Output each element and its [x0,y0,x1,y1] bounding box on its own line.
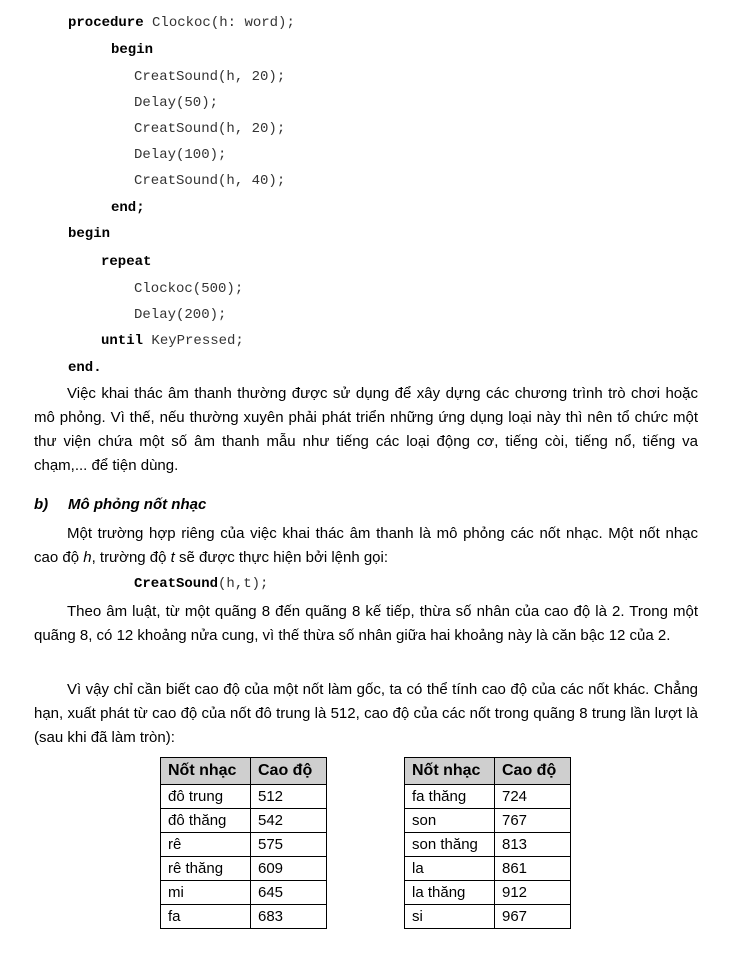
note-cell: fa [161,905,251,929]
pitch-cell: 683 [251,905,327,929]
code-line: CreatSound(h, 20); [134,69,286,85]
code-line-end-main: end. [68,360,102,376]
note-cell: la thăng [405,881,495,905]
table-row [405,833,571,857]
table-header-row [161,758,327,785]
pitch-cell: 813 [495,833,571,857]
paragraph-octave-rule: Theo âm luật, từ một quãng 8 đến quãng 8 kế tiếp, thừa số nhân của cao độ là 2. Trong một quãng 8, có 12 khoảng nửa cung, vì thế thừa số nhân giữa hai khoảng này là căn bậc 12 của 2. [34,603,698,644]
table-row [405,785,571,809]
note-cell: la [405,857,495,881]
header-note: Nốt nhạc [405,758,495,785]
note-cell: si [405,905,495,929]
code-line-repeat: repeat [101,254,152,270]
table-row [405,857,571,881]
note-cell: rê thăng [161,857,251,881]
code-line-until [101,333,244,349]
pitch-cell: 609 [251,857,327,881]
header-pitch: Cao độ [251,758,327,785]
code-line: Delay(200); [134,307,227,323]
code-line: CreatSound(h, 20); [134,121,286,137]
header-pitch: Cao độ [495,758,571,785]
procedure-signature: Clockoc(h: word); [143,15,295,31]
table-row [161,857,327,881]
table-row [161,833,327,857]
paragraph-note-simulation: Một trường hợp riêng của việc khai thác âm thanh là mô phỏng các nốt nhạc. Một nốt nhạc cao độ h, trường độ t sẽ được thực hiện bởi lệnh gọi: [34,525,698,566]
table-row [161,905,327,929]
until-condition: KeyPressed; [143,333,244,349]
table-row [161,809,327,833]
pitch-cell: 542 [251,809,327,833]
table-header-row [405,758,571,785]
table-row [161,881,327,905]
keyword-procedure: procedure [68,15,144,31]
code-line: Clockoc(500); [134,281,244,297]
note-cell: mi [161,881,251,905]
table-row [161,785,327,809]
pitch-cell: 724 [495,785,571,809]
code-line-begin-inner: begin [111,42,154,58]
code-line: CreatSound(h, 40); [134,173,286,189]
header-note: Nốt nhạc [161,758,251,785]
note-cell: đô thăng [161,809,251,833]
code-line: Delay(100); [134,147,227,163]
table-row [405,881,571,905]
call-name: CreatSound [134,576,219,592]
keyword-until: until [101,333,144,349]
note-cell: son thăng [405,833,495,857]
pitch-cell: 912 [495,881,571,905]
code-line-begin-main: begin [68,226,111,242]
pitch-cell: 767 [495,809,571,833]
note-cell: son [405,809,495,833]
note-cell: đô trung [161,785,251,809]
notes-table-right [404,757,571,929]
notes-table-left [160,757,327,929]
code-line-end-inner: end; [111,200,145,216]
pitch-cell: 861 [495,857,571,881]
code-call-creatsound [134,576,268,592]
section-heading [34,496,206,513]
pitch-cell: 967 [495,905,571,929]
paragraph-sound-usage: Việc khai thác âm thanh thường được sử dụng để xây dựng các chương trình trò chơi hoặc mô phỏng. Vì thế, nếu thường xuyên phải phát triển những ứng dụng loại này thì nên tổ chức một thư viện chứa một số âm thanh mẫu như tiếng các loại động cơ, tiếng còi, tiếng nổ, tiếng va chạm,... để tiện dùng. [34,385,698,474]
table-row [405,809,571,833]
section-title: Mô phỏng nốt nhạc [68,496,207,513]
code-line: Delay(50); [134,95,219,111]
pitch-cell: 512 [251,785,327,809]
paragraph-pitch-calc: Vì vậy chỉ cần biết cao độ của một nốt làm gốc, ta có thể tính cao độ của các nốt khác. Chẳng hạn, xuất phát từ cao độ của nốt đô trung là 512, cao độ của các nốt trong quãng 8 trung lần lượt là (sau khi đã làm tròn): [34,681,698,746]
pitch-cell: 645 [251,881,327,905]
note-cell: fa thăng [405,785,495,809]
call-args: (h,t); [218,576,269,592]
table-row [405,905,571,929]
code-line-procedure [68,15,295,31]
note-cell: rê [161,833,251,857]
pitch-cell: 575 [251,833,327,857]
section-label: b) [34,496,49,513]
